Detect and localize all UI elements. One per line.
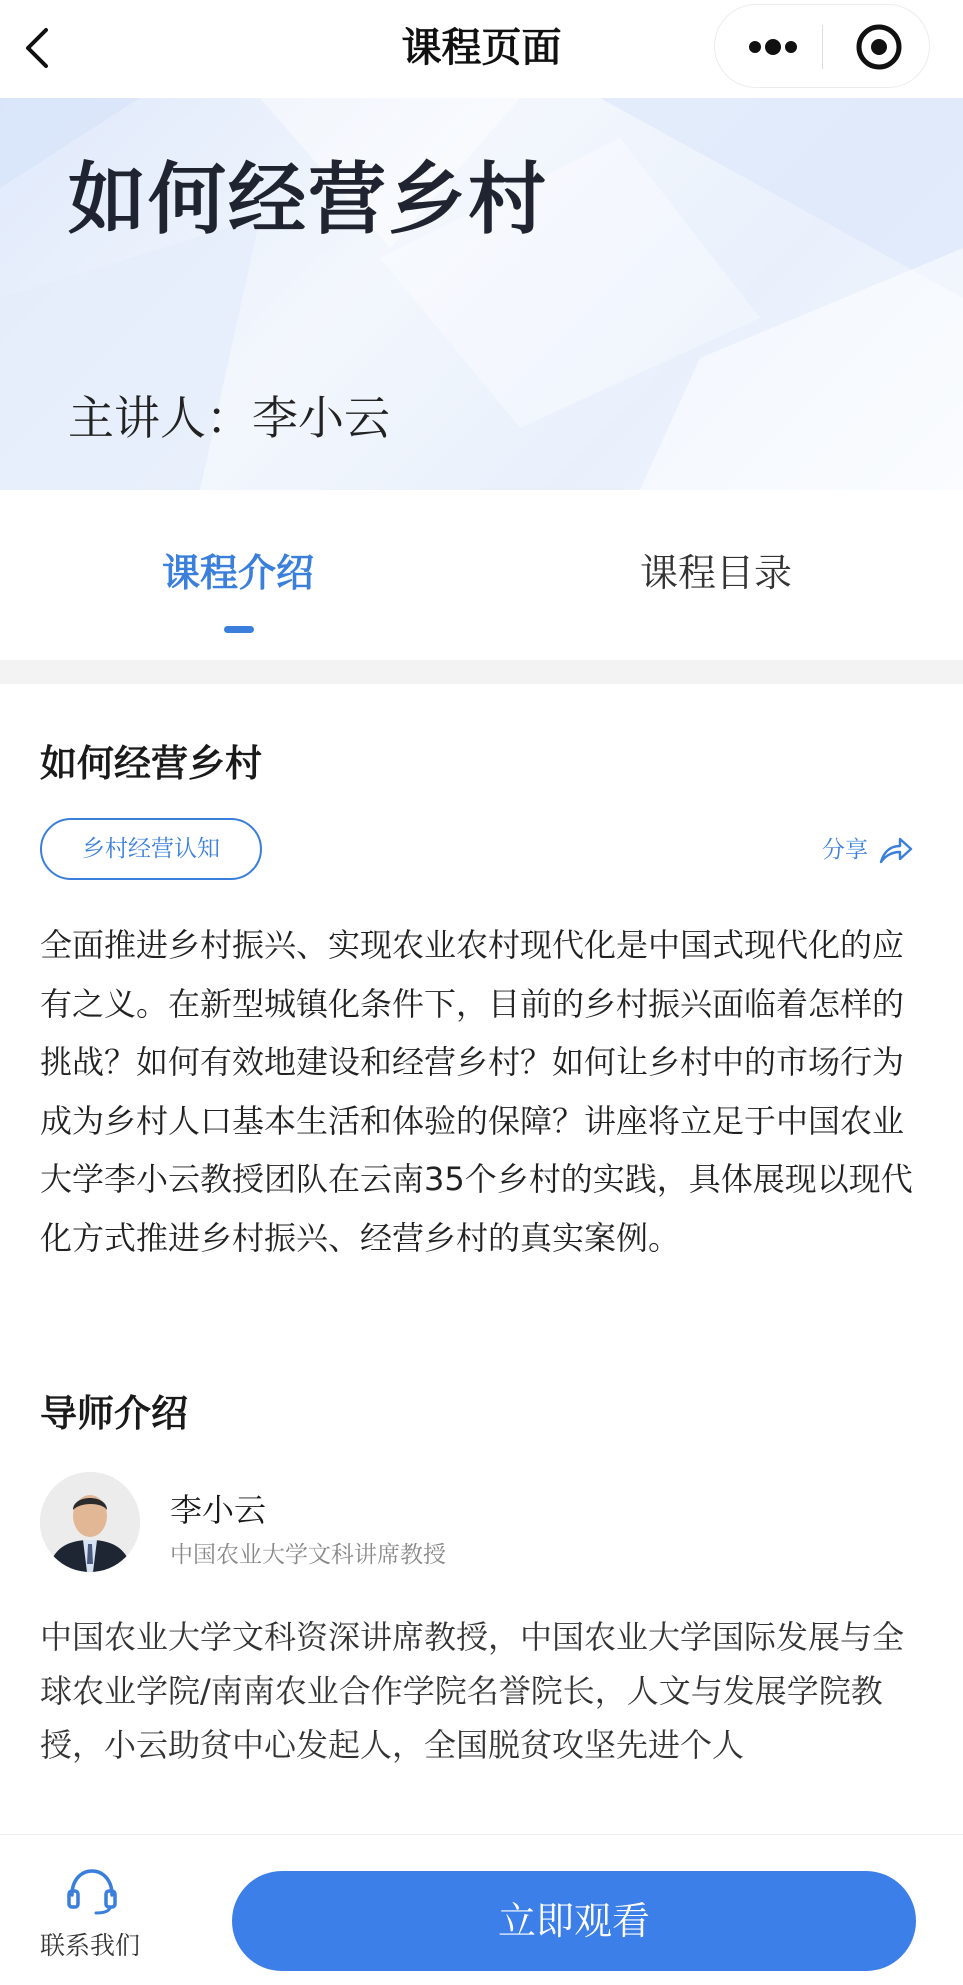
bottom-action-bar bbox=[0, 1834, 963, 1985]
close-button[interactable] bbox=[839, 19, 919, 75]
mentor-avatar bbox=[40, 1472, 140, 1572]
watch-now-button[interactable]: 立即观看 bbox=[232, 1871, 916, 1971]
mentor-heading: 导师介绍 bbox=[40, 1392, 188, 1435]
tab-course-catalog[interactable]: 课程目录 bbox=[640, 551, 793, 595]
more-button[interactable] bbox=[733, 19, 813, 75]
tab-course-intro[interactable]: 课程介绍 bbox=[162, 551, 315, 595]
mentor-name: 李小云 bbox=[170, 1491, 267, 1529]
active-tab-indicator bbox=[224, 626, 254, 633]
mentor-bio: 中国农业大学文科资深讲席教授，中国农业大学国际发展与全球农业学院/南南农业合作学院名誉院长，人文与发展学院教授，小云助贫中心发起人，全国脱贫攻坚先进个人 bbox=[40, 1618, 905, 1764]
page-title: 课程页面 bbox=[401, 25, 562, 71]
section-divider bbox=[0, 660, 963, 684]
share-button[interactable] bbox=[822, 830, 914, 870]
mentor-portrait-icon bbox=[40, 1472, 140, 1572]
more-dots-icon bbox=[733, 19, 813, 75]
capsule-divider bbox=[822, 25, 823, 69]
banner-title: 如何经营乡村 bbox=[68, 155, 549, 245]
course-tabs bbox=[0, 490, 963, 660]
mini-program-capsule bbox=[714, 4, 930, 88]
contact-us-button[interactable] bbox=[28, 1855, 158, 1965]
course-description: 全面推进乡村振兴、实现农业农村现代化是中国式现代化的应有之义。在新型城镇化条件下，目前的乡村振兴面临着怎样的挑战？如何有效地建设和经营乡村？如何让乡村中的市场行为成为乡村人口基本生活和体验的保障？讲座将立足于中国农业大学李小云教授团队在云南35个乡村的实践，具体展现以现代化方式推进乡村振兴、经营乡村的真实案例。 bbox=[40, 926, 913, 1257]
share-icon bbox=[878, 835, 914, 865]
contact-us-label: 联系我们 bbox=[40, 1931, 141, 1960]
course-tag[interactable]: 乡村经营认知 bbox=[40, 818, 262, 880]
navigation-bar bbox=[0, 0, 963, 98]
headset-icon bbox=[64, 1865, 120, 1915]
target-close-icon bbox=[839, 19, 919, 75]
mentor-title: 中国农业大学文科讲席教授 bbox=[170, 1542, 446, 1568]
course-heading: 如何经营乡村 bbox=[40, 742, 262, 785]
share-label: 分享 bbox=[822, 837, 868, 863]
course-banner bbox=[0, 98, 963, 490]
banner-lecturer: 主讲人：李小云 bbox=[68, 391, 390, 445]
